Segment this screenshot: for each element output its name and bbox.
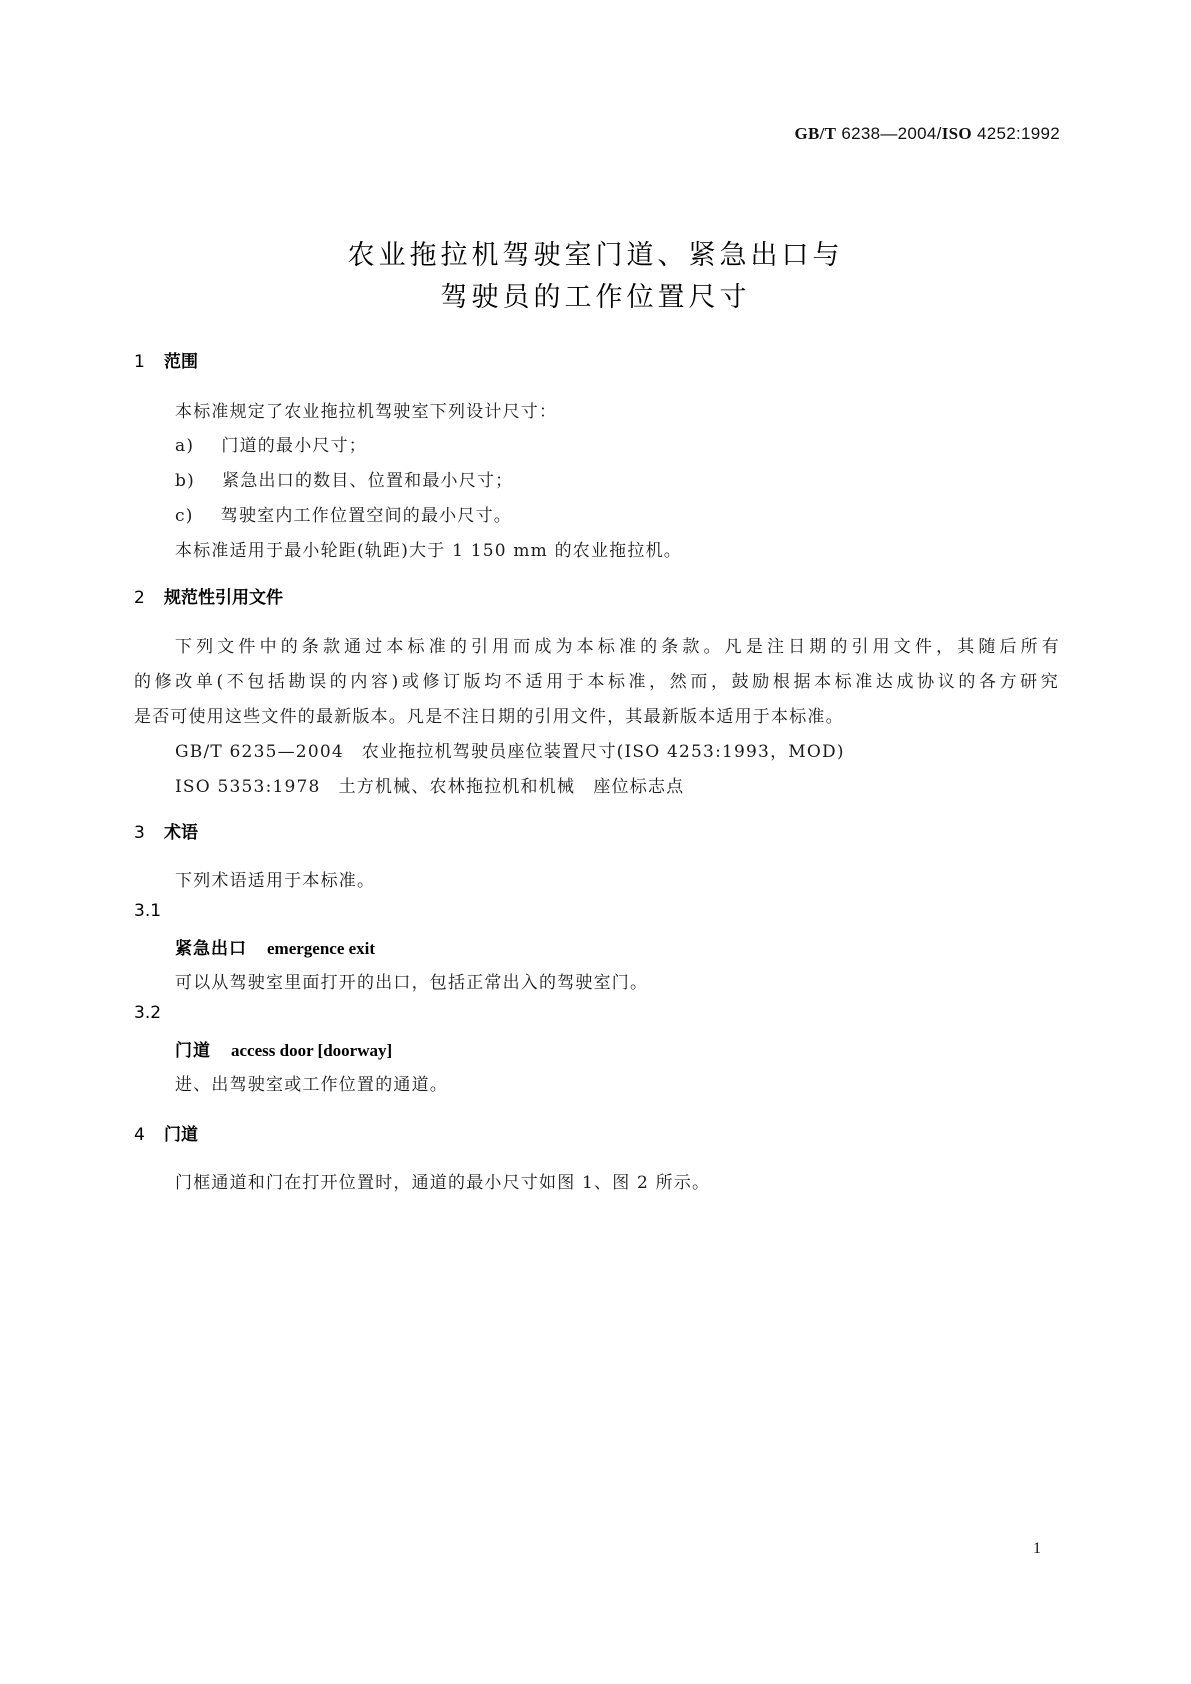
- document-title-line-2: 驾驶员的工作位置尺寸: [440, 282, 751, 313]
- reference-title: 土方机械、农林拖拉机和机械 座位标志点: [338, 777, 685, 797]
- document-title-line-1: 农业拖拉机驾驶室门道、紧急出口与: [347, 240, 844, 271]
- section-title: 范围: [164, 352, 198, 372]
- section-heading-scope: [134, 347, 198, 372]
- term-definition: 可以从驾驶室里面打开的出口，包括正常出入的驾驶室门。: [175, 973, 649, 993]
- section-number: 1: [134, 352, 145, 372]
- reference-code: GB/T 6235—2004: [175, 742, 344, 762]
- standard-number: [794, 124, 1060, 144]
- section-title: 术语: [164, 823, 198, 843]
- list-item-text: 门道的最小尺寸；: [221, 436, 367, 456]
- section-number: 3: [134, 823, 145, 843]
- list-item-text: 驾驶室内工作位置空间的最小尺寸。: [220, 506, 512, 526]
- scope-applicability: 本标准适用于最小轮距(轨距)大于 1 150 mm 的农业拖拉机。: [175, 541, 682, 561]
- term-heading: [175, 934, 375, 959]
- reference-title: 农业拖拉机驾驶员座位装置尺寸(ISO 4253:1993，MOD): [361, 742, 845, 762]
- references-para-line-2: 的修改单(不包括勘误的内容)或修订版均不适用于本标准，然而，鼓励根据本标准达成协议的各方研究: [134, 672, 1059, 692]
- term-number: 3.2: [134, 1003, 162, 1023]
- list-item-text: 紧急出口的数目、位置和最小尺寸；: [222, 471, 514, 491]
- scope-intro: 本标准规定了农业拖拉机驾驶室下列设计尺寸：: [175, 402, 558, 422]
- list-marker: c): [175, 506, 194, 526]
- reference-item: [175, 772, 684, 797]
- standard-iso-number: 4252:1992: [976, 124, 1060, 143]
- standard-prefix-gbt: GB/T: [794, 124, 837, 143]
- section-heading-normative-references: [134, 583, 283, 608]
- term-heading: [175, 1036, 392, 1061]
- term-en: access door [doorway]: [231, 1041, 393, 1060]
- list-marker: a): [175, 436, 195, 456]
- section-heading-doorway: [134, 1120, 198, 1145]
- references-para-line-3: 是否可使用这些文件的最新版本。凡是不注日期的引用文件，其最新版本适用于本标准。: [134, 707, 844, 727]
- scope-item-b: [175, 466, 513, 491]
- references-para-line-1: 下列文件中的条款通过本标准的引用而成为本标准的条款。凡是注日期的引用文件，其随后所有: [175, 637, 1060, 657]
- term-definition: 进、出驾驶室或工作位置的通道。: [175, 1075, 448, 1095]
- term-en: emergence exit: [267, 939, 376, 958]
- section-number: 4: [134, 1125, 145, 1145]
- scope-item-c: [175, 501, 512, 526]
- section-number: 2: [134, 588, 145, 608]
- reference-item: [175, 737, 845, 762]
- terms-intro: 下列术语适用于本标准。: [175, 871, 376, 891]
- section-title: 门道: [164, 1125, 198, 1145]
- scope-item-a: [175, 431, 367, 456]
- term-zh: 紧急出口: [175, 939, 247, 959]
- standard-gb-number: 6238—2004/: [841, 124, 942, 143]
- section-heading-terms: [134, 818, 198, 843]
- term-zh: 门道: [175, 1041, 211, 1061]
- reference-code: ISO 5353:1978: [175, 777, 321, 797]
- standard-prefix-iso: ISO: [941, 124, 972, 143]
- page-number: 1: [1033, 1540, 1041, 1557]
- section-title: 规范性引用文件: [164, 588, 283, 608]
- list-marker: b): [175, 471, 195, 491]
- doorway-para: 门框通道和门在打开位置时，通道的最小尺寸如图 1、图 2 所示。: [175, 1173, 711, 1193]
- term-number: 3.1: [134, 901, 162, 921]
